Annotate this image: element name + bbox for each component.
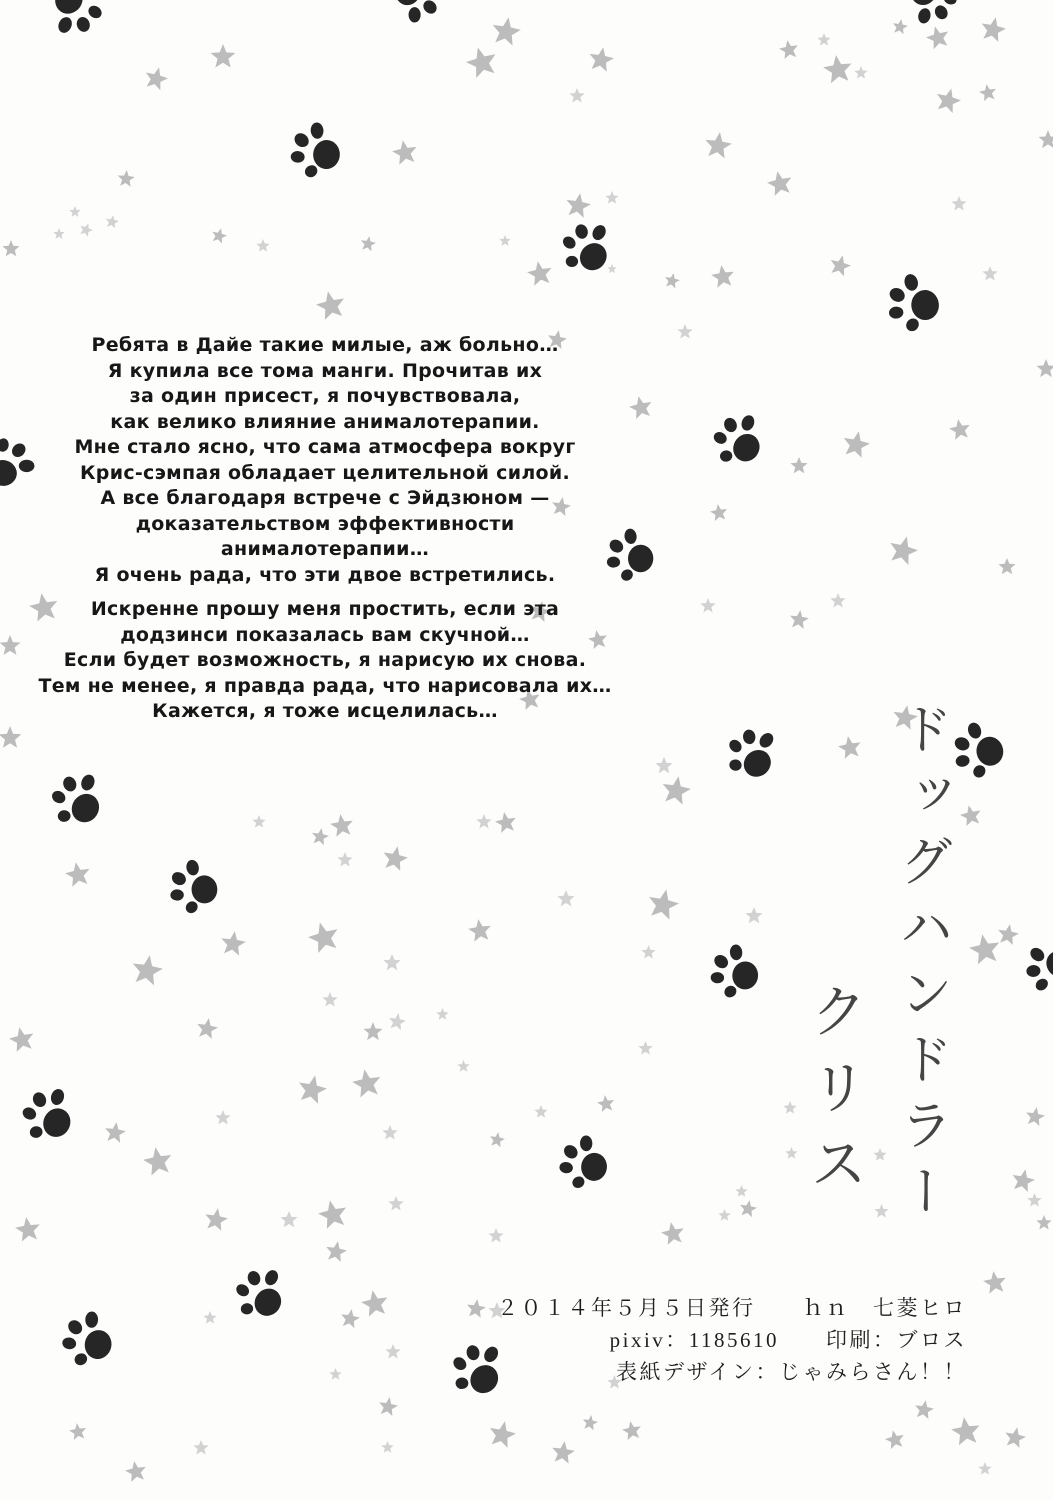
afterword-paragraph-1 [25,333,625,588]
afterword-line: Кажется, я тоже исцелилась… [152,700,498,722]
afterword-line: Мне стало ясно, что сама атмосфера вокруг [74,436,576,458]
afterword-line: Искренне прошу меня простить, если эта [90,598,560,620]
afterword-line: Ребята в Дайе такие милые, аж больно… [91,334,559,356]
afterword-line: Я купила все тома манги. Прочитав их [107,359,543,382]
colophon-publication-line: ２０１４年５月５日発行 ｈｎ 七菱ヒロ [497,1296,967,1320]
afterword-line: как велико влияние анималотерапии. [110,410,540,433]
afterword-line: додзинси показалась вам скучной… [120,623,530,646]
afterword-line: Я очень рада, что эти двое встретились. [94,563,556,586]
afterword-line: Крис-сэмпая обладает целительной силой. [79,461,571,484]
afterword-line: за один присест, я почувствовала, [129,385,521,407]
afterword-line: Тем не менее, я правда рада, что нарисовала их… [38,674,612,697]
colophon-pixiv-printer-line: pixiv：1185610 印刷：ブロス [609,1328,967,1352]
doujin-title-vertical-sub: クリス [800,981,868,1209]
afterword-line: анималотерапии… [220,538,430,560]
afterword-paragraph-2 [25,597,625,725]
colophon-cover-design-line: 表紙デザイン：じゃみらさん！！ [615,1360,967,1384]
colophon [497,1292,967,1388]
afterword-line: А все благодаря встрече с Эйдзюном — [100,487,550,509]
afterword-line: доказательством эффективности [135,512,515,535]
afterword-line: Если будет возможность, я нарисую их снова. [63,649,587,671]
doujin-title-vertical-main: ドッグハンドラー [891,701,954,1229]
